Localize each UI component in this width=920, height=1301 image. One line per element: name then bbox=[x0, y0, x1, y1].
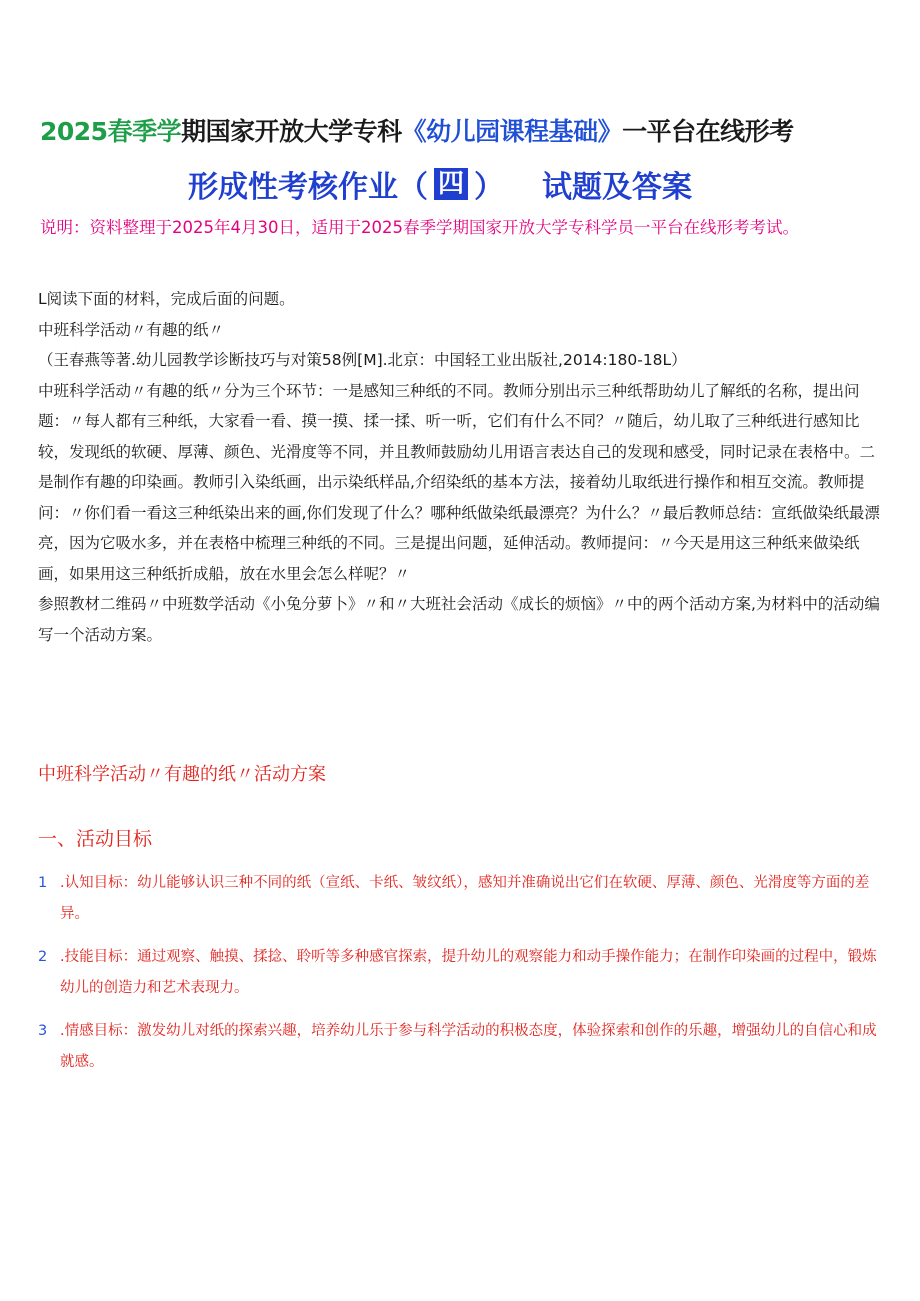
goal-text: .情感目标：激发幼儿对纸的探索兴趣，培养幼儿乐于参与科学活动的积极态度，体验探索和创作的乐趣，增强幼儿的自信心和成就感。 bbox=[60, 1023, 877, 1070]
document-title bbox=[40, 112, 900, 148]
question-task: 参照教材二维码〃中班数学活动《小兔分萝卜》〃和〃大班社会活动《成长的烦恼》〃中的两个活动方案,为材料中的活动编写一个活动方案。 bbox=[38, 595, 880, 644]
answer-plan-title: 中班科学活动〃有趣的纸〃活动方案 bbox=[38, 764, 326, 785]
goal-number: 2 bbox=[38, 949, 48, 965]
subtitle-left: 形成性考核作业（ bbox=[188, 170, 428, 205]
question-body bbox=[38, 284, 890, 650]
goals-list bbox=[38, 868, 888, 1090]
list-item bbox=[38, 868, 888, 930]
subtitle-number-badge: 四 bbox=[434, 168, 468, 200]
goal-number: 1 bbox=[38, 875, 48, 891]
answer-section-heading: 一、活动目标 bbox=[38, 828, 153, 850]
question-citation: （王春燕等著.幼儿园教学诊断技巧与对策58例[M].北京：中国轻工业出版社,2014:180-18L） bbox=[38, 351, 687, 369]
title-course-name: 《幼儿园课程基础》 bbox=[401, 117, 623, 146]
question-activity-title: 中班科学活动〃有趣的纸〃 bbox=[38, 320, 225, 339]
list-item bbox=[38, 1016, 888, 1078]
title-year-season: 2025春季学 bbox=[40, 117, 182, 146]
description-note: 说明：资料整理于2025年4月30日，适用于2025春季学期国家开放大学专科学员一平台在线形考考试。 bbox=[40, 218, 799, 237]
title-institution: 期国家开放大学专科 bbox=[181, 117, 402, 146]
goal-text: .认知目标：幼儿能够认识三种不同的纸（宣纸、卡纸、皱纹纸），感知并准确说出它们在软硬、厚薄、颜色、光滑度等方面的差异。 bbox=[60, 875, 870, 922]
goal-number: 3 bbox=[38, 1023, 48, 1039]
subtitle-right: ） bbox=[474, 170, 505, 205]
subtitle-tail: 试题及答案 bbox=[542, 170, 693, 205]
list-item bbox=[38, 942, 888, 1004]
goal-text: .技能目标：通过观察、触摸、揉捻、聆听等多种感官探索，提升幼儿的观察能力和动手操作能力；在制作印染画的过程中，锻炼幼儿的创造力和艺术表现力。 bbox=[60, 949, 877, 996]
question-material: 中班科学活动〃有趣的纸〃分为三个环节：一是感知三种纸的不同。教师分别出示三种纸帮助幼儿了解纸的名称，提出问题：〃每人都有三种纸，大家看一看、摸一摸、揉一揉、听一听，它们有什么不同？〃随后，幼儿取了三种纸进行感知比较，发现纸的软硬、厚薄、颜色、光滑度等不同，并且教师鼓励幼儿用语言表达自己的发现和感受，同时记录在表格中。二是制作有趣的印染画。教师引入染纸画，出示染纸样品,介绍染纸的基本方法，接着幼儿取纸进行操作和相互交流。教师提问：〃你们看一看这三种纸染出来的画,你们发现了什么？哪种纸做染纸最漂亮？为什么？〃最后教师总结：宣纸做染纸最漂亮，因为它吸水多，并在表格中梳理三种纸的不同。三是提出问题，延伸活动。教师提问：〃今天是用这三种纸来做染纸画，如果用这三种纸折成船，放在水里会怎么样呢？〃 bbox=[38, 381, 880, 583]
document-subtitle bbox=[188, 162, 888, 206]
title-platform: 一平台在线形考 bbox=[622, 117, 794, 146]
question-instruction: L阅读下面的材料，完成后面的问题。 bbox=[38, 290, 295, 308]
